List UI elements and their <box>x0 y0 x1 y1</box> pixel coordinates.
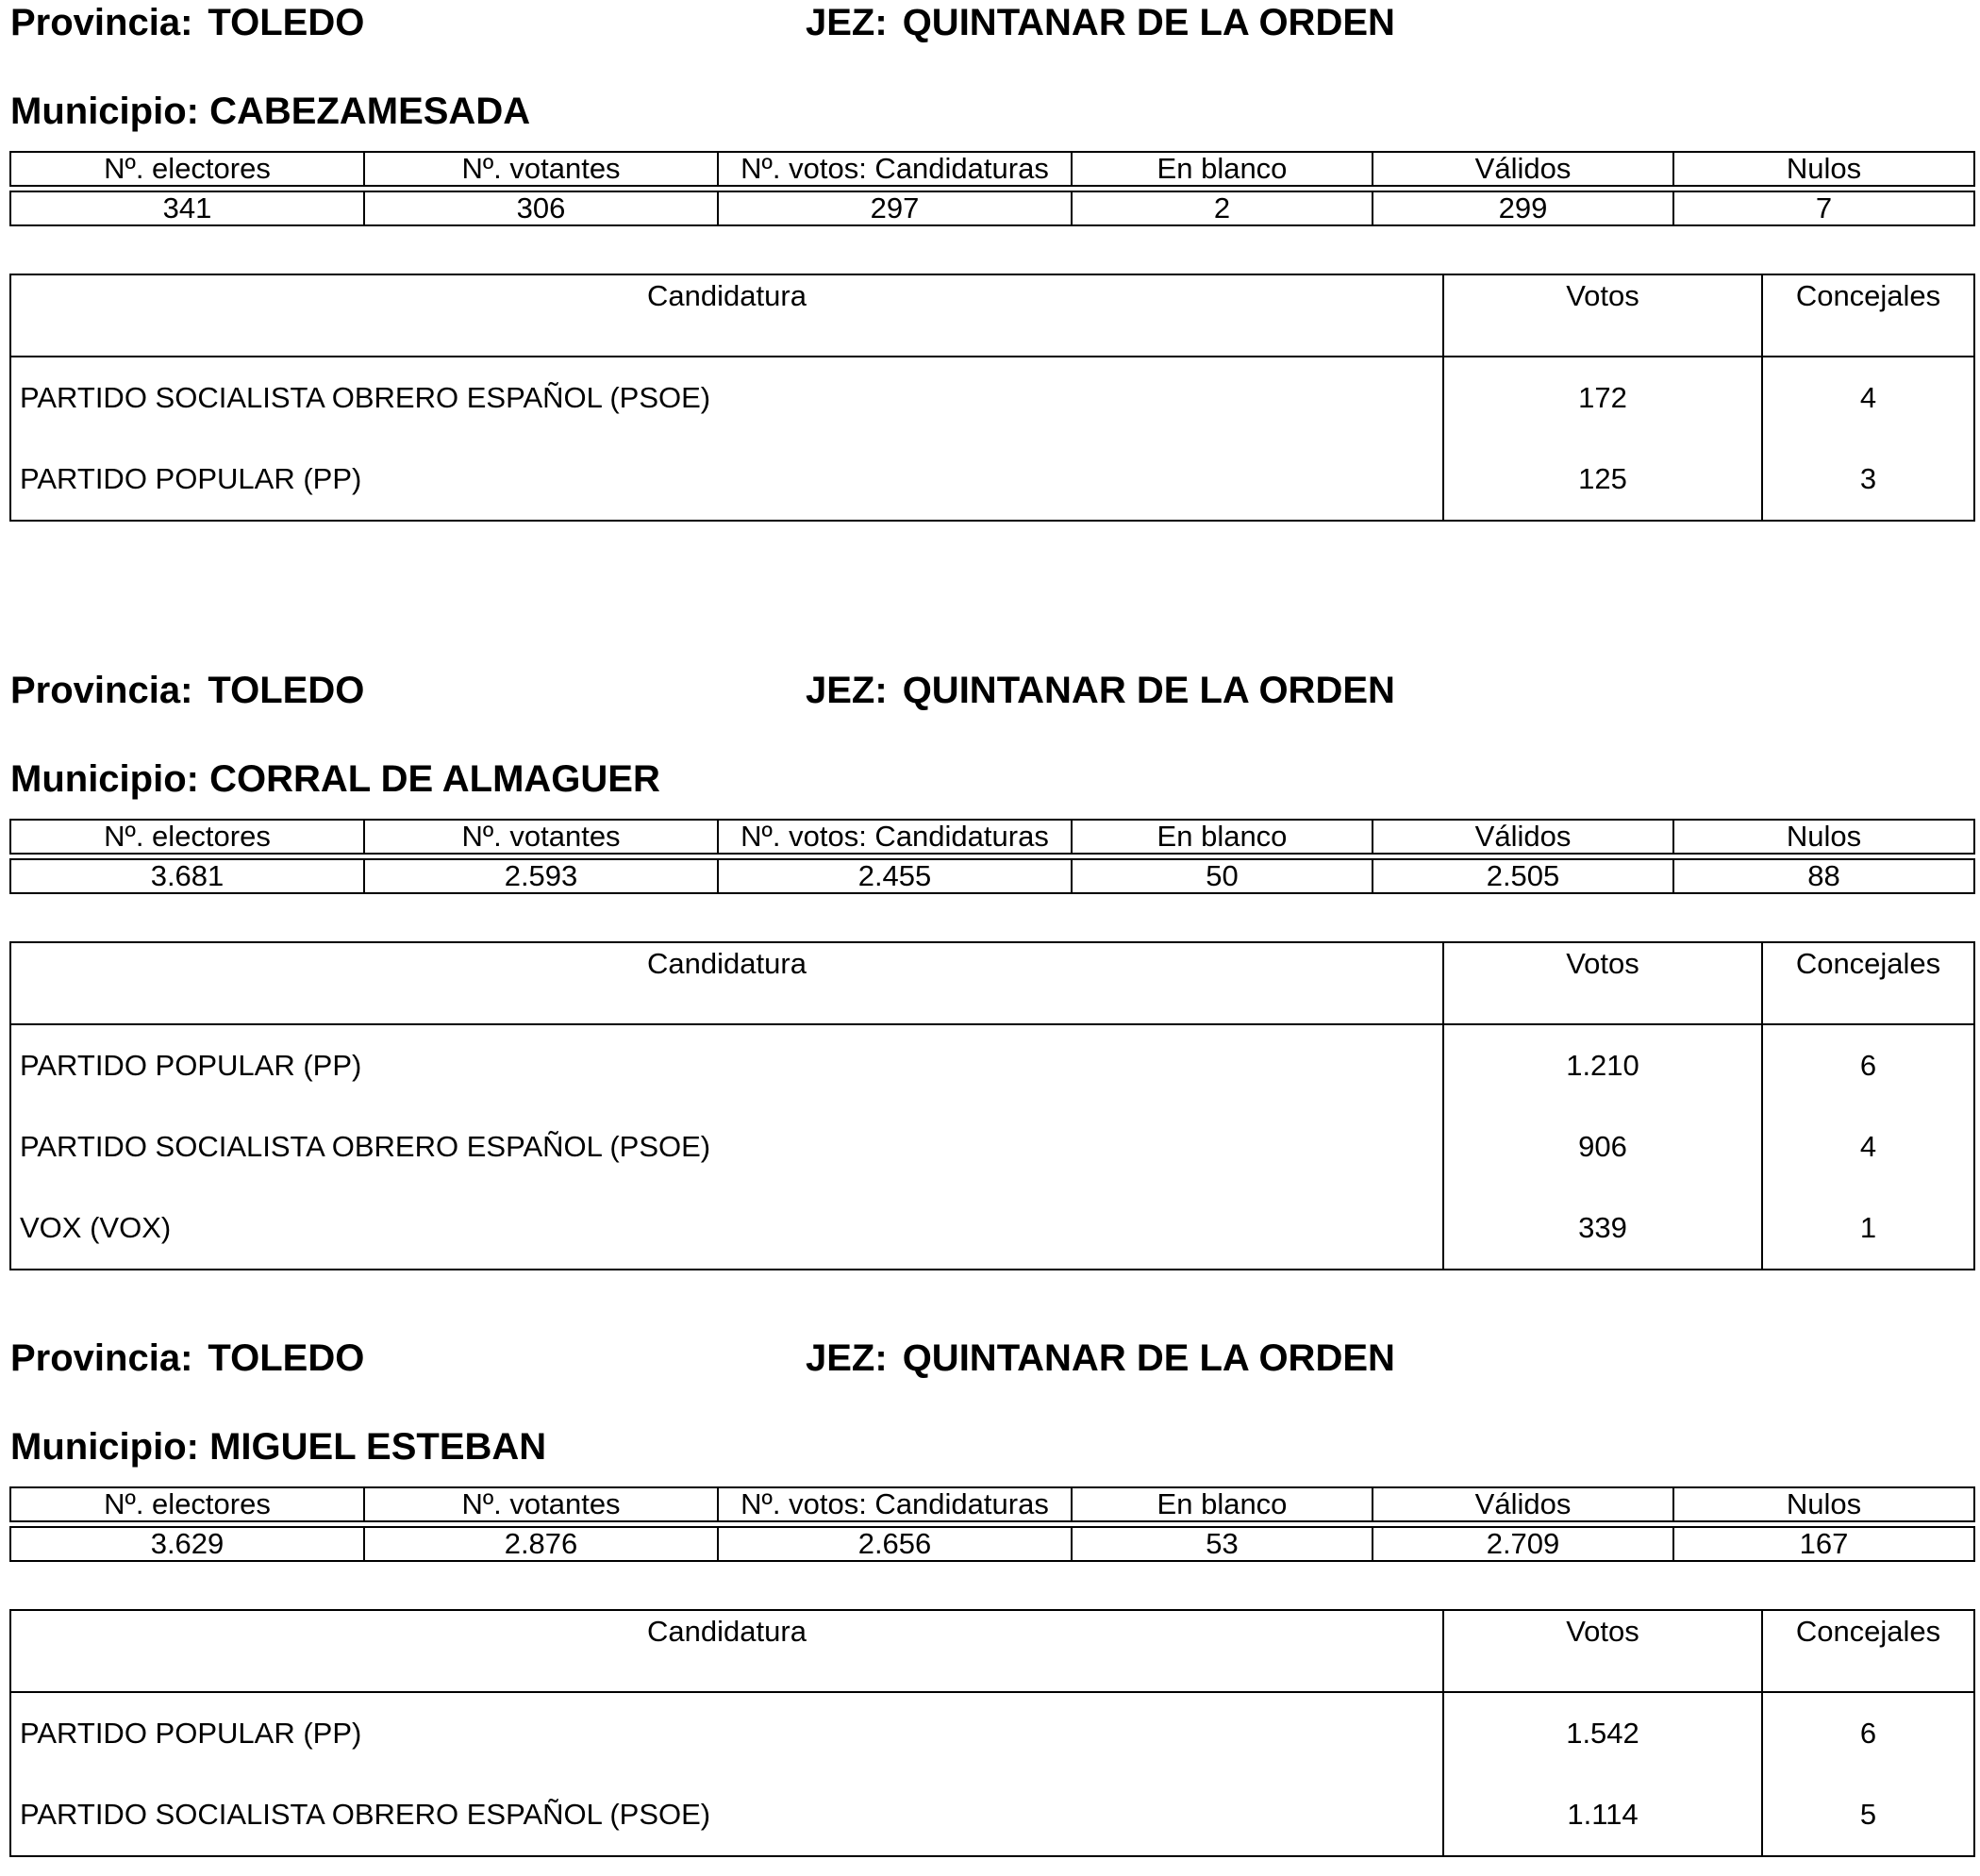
municipio-heading <box>10 756 660 802</box>
stats-value-cell: 3.681 <box>10 859 364 893</box>
municipio-value: CABEZAMESADA <box>209 91 531 132</box>
concejales-header: Concejales <box>1762 942 1974 1024</box>
candidatura-votos: 339 <box>1443 1187 1762 1270</box>
jez-heading <box>806 0 1395 45</box>
votos-header: Votos <box>1443 942 1762 1024</box>
candidatura-concejales: 1 <box>1762 1187 1974 1270</box>
provincia-label: Provincia: <box>10 2 193 43</box>
candidaturas-table <box>9 1609 1975 1857</box>
stats-header-row <box>10 1487 1974 1521</box>
candidatura-votos: 906 <box>1443 1106 1762 1187</box>
jez-label: JEZ: <box>806 670 888 711</box>
stats-header-cell: Nulos <box>1673 152 1974 186</box>
stats-value-cell: 341 <box>10 191 364 225</box>
stats-value-cell: 88 <box>1673 859 1974 893</box>
stats-value-cell: 2.709 <box>1373 1527 1673 1561</box>
candidatura-row <box>10 357 1974 439</box>
candidatura-name: PARTIDO SOCIALISTA OBRERO ESPAÑOL (PSOE) <box>10 1106 1443 1187</box>
municipio-block <box>0 0 1980 528</box>
stats-header-cell: En blanco <box>1072 820 1373 854</box>
candidatura-name: PARTIDO POPULAR (PP) <box>10 1024 1443 1106</box>
jez-heading <box>806 668 1395 713</box>
provincia-heading <box>10 668 364 713</box>
candidatura-votos: 1.542 <box>1443 1692 1762 1774</box>
stats-value-cell: 2.455 <box>718 859 1072 893</box>
stats-value-cell: 2.593 <box>364 859 718 893</box>
candidatura-row <box>10 1774 1974 1856</box>
municipio-label: Municipio: <box>10 91 199 132</box>
candidatura-concejales: 4 <box>1762 357 1974 439</box>
stats-value-cell: 306 <box>364 191 718 225</box>
stats-value-cell: 3.629 <box>10 1527 364 1561</box>
stats-header-cell: Nulos <box>1673 1487 1974 1521</box>
provincia-value: TOLEDO <box>208 670 365 711</box>
provincia-label: Provincia: <box>10 1337 193 1379</box>
provincia-heading <box>10 1336 364 1381</box>
stats-value-cell: 167 <box>1673 1527 1974 1561</box>
candidatura-concejales: 5 <box>1762 1774 1974 1856</box>
candidatura-name: PARTIDO SOCIALISTA OBRERO ESPAÑOL (PSOE) <box>10 1774 1443 1856</box>
stats-value-cell: 2.656 <box>718 1527 1072 1561</box>
candidatura-concejales: 3 <box>1762 439 1974 521</box>
concejales-header: Concejales <box>1762 1610 1974 1692</box>
candidatura-row <box>10 439 1974 521</box>
stats-header-row <box>10 820 1974 854</box>
stats-value-row <box>10 859 1974 893</box>
stats-header-row <box>10 152 1974 186</box>
candidatura-votos: 1.114 <box>1443 1774 1762 1856</box>
stats-value-cell: 299 <box>1373 191 1673 225</box>
stats-value-row <box>10 191 1974 225</box>
stats-header-cell: Válidos <box>1373 152 1673 186</box>
stats-header-cell: Nº. electores <box>10 152 364 186</box>
jez-value: QUINTANAR DE LA ORDEN <box>902 670 1395 711</box>
candidatura-concejales: 6 <box>1762 1692 1974 1774</box>
provincia-heading <box>10 0 364 45</box>
stats-value-cell: 2.876 <box>364 1527 718 1561</box>
stats-header-cell: Nulos <box>1673 820 1974 854</box>
votos-header: Votos <box>1443 274 1762 357</box>
candidatura-row <box>10 1106 1974 1187</box>
candidatura-row <box>10 1024 1974 1106</box>
stats-value-cell: 50 <box>1072 859 1373 893</box>
candidatura-row <box>10 1692 1974 1774</box>
candidatura-name: VOX (VOX) <box>10 1187 1443 1270</box>
stats-header-cell: Nº. votos: Candidaturas <box>718 152 1072 186</box>
candidatura-header: Candidatura <box>10 274 1443 357</box>
municipio-value: CORRAL DE ALMAGUER <box>209 758 660 800</box>
candidatura-votos: 172 <box>1443 357 1762 439</box>
municipio-label: Municipio: <box>10 1426 199 1468</box>
candidatura-row <box>10 1187 1974 1270</box>
candidaturas-header-row <box>10 1610 1974 1692</box>
stats-table <box>9 819 1975 894</box>
stats-table <box>9 151 1975 226</box>
municipio-label: Municipio: <box>10 758 199 800</box>
candidatura-name: PARTIDO POPULAR (PP) <box>10 1692 1443 1774</box>
candidaturas-table <box>9 274 1975 522</box>
municipio-heading <box>10 89 530 134</box>
municipio-block <box>0 668 1980 1244</box>
stats-value-cell: 2.505 <box>1373 859 1673 893</box>
provincia-value: TOLEDO <box>208 1337 365 1379</box>
stats-header-cell: Nº. votos: Candidaturas <box>718 820 1072 854</box>
candidatura-concejales: 4 <box>1762 1106 1974 1187</box>
municipio-block <box>0 1336 1980 1864</box>
stats-header-cell: Nº. votantes <box>364 1487 718 1521</box>
candidatura-name: PARTIDO SOCIALISTA OBRERO ESPAÑOL (PSOE) <box>10 357 1443 439</box>
stats-value-cell: 297 <box>718 191 1072 225</box>
stats-header-cell: Nº. electores <box>10 1487 364 1521</box>
stats-value-cell: 53 <box>1072 1527 1373 1561</box>
stats-value-cell: 2 <box>1072 191 1373 225</box>
stats-header-cell: Nº. electores <box>10 820 364 854</box>
candidatura-header: Candidatura <box>10 942 1443 1024</box>
stats-header-cell: Nº. votantes <box>364 820 718 854</box>
candidaturas-table <box>9 941 1975 1270</box>
stats-value-row <box>10 1527 1974 1561</box>
provincia-value: TOLEDO <box>208 2 365 43</box>
municipio-heading <box>10 1424 546 1469</box>
stats-header-cell: En blanco <box>1072 1487 1373 1521</box>
candidatura-votos: 125 <box>1443 439 1762 521</box>
candidaturas-header-row <box>10 274 1974 357</box>
candidaturas-header-row <box>10 942 1974 1024</box>
stats-header-cell: Nº. votos: Candidaturas <box>718 1487 1072 1521</box>
jez-heading <box>806 1336 1395 1381</box>
jez-label: JEZ: <box>806 2 888 43</box>
candidatura-header: Candidatura <box>10 1610 1443 1692</box>
jez-value: QUINTANAR DE LA ORDEN <box>902 2 1395 43</box>
stats-table <box>9 1486 1975 1562</box>
jez-label: JEZ: <box>806 1337 888 1379</box>
jez-value: QUINTANAR DE LA ORDEN <box>902 1337 1395 1379</box>
candidatura-votos: 1.210 <box>1443 1024 1762 1106</box>
concejales-header: Concejales <box>1762 274 1974 357</box>
stats-value-cell: 7 <box>1673 191 1974 225</box>
stats-header-cell: Nº. votantes <box>364 152 718 186</box>
stats-header-cell: En blanco <box>1072 152 1373 186</box>
votos-header: Votos <box>1443 1610 1762 1692</box>
candidatura-name: PARTIDO POPULAR (PP) <box>10 439 1443 521</box>
stats-header-cell: Válidos <box>1373 820 1673 854</box>
municipio-value: MIGUEL ESTEBAN <box>209 1426 547 1468</box>
candidatura-concejales: 6 <box>1762 1024 1974 1106</box>
stats-header-cell: Válidos <box>1373 1487 1673 1521</box>
provincia-label: Provincia: <box>10 670 193 711</box>
